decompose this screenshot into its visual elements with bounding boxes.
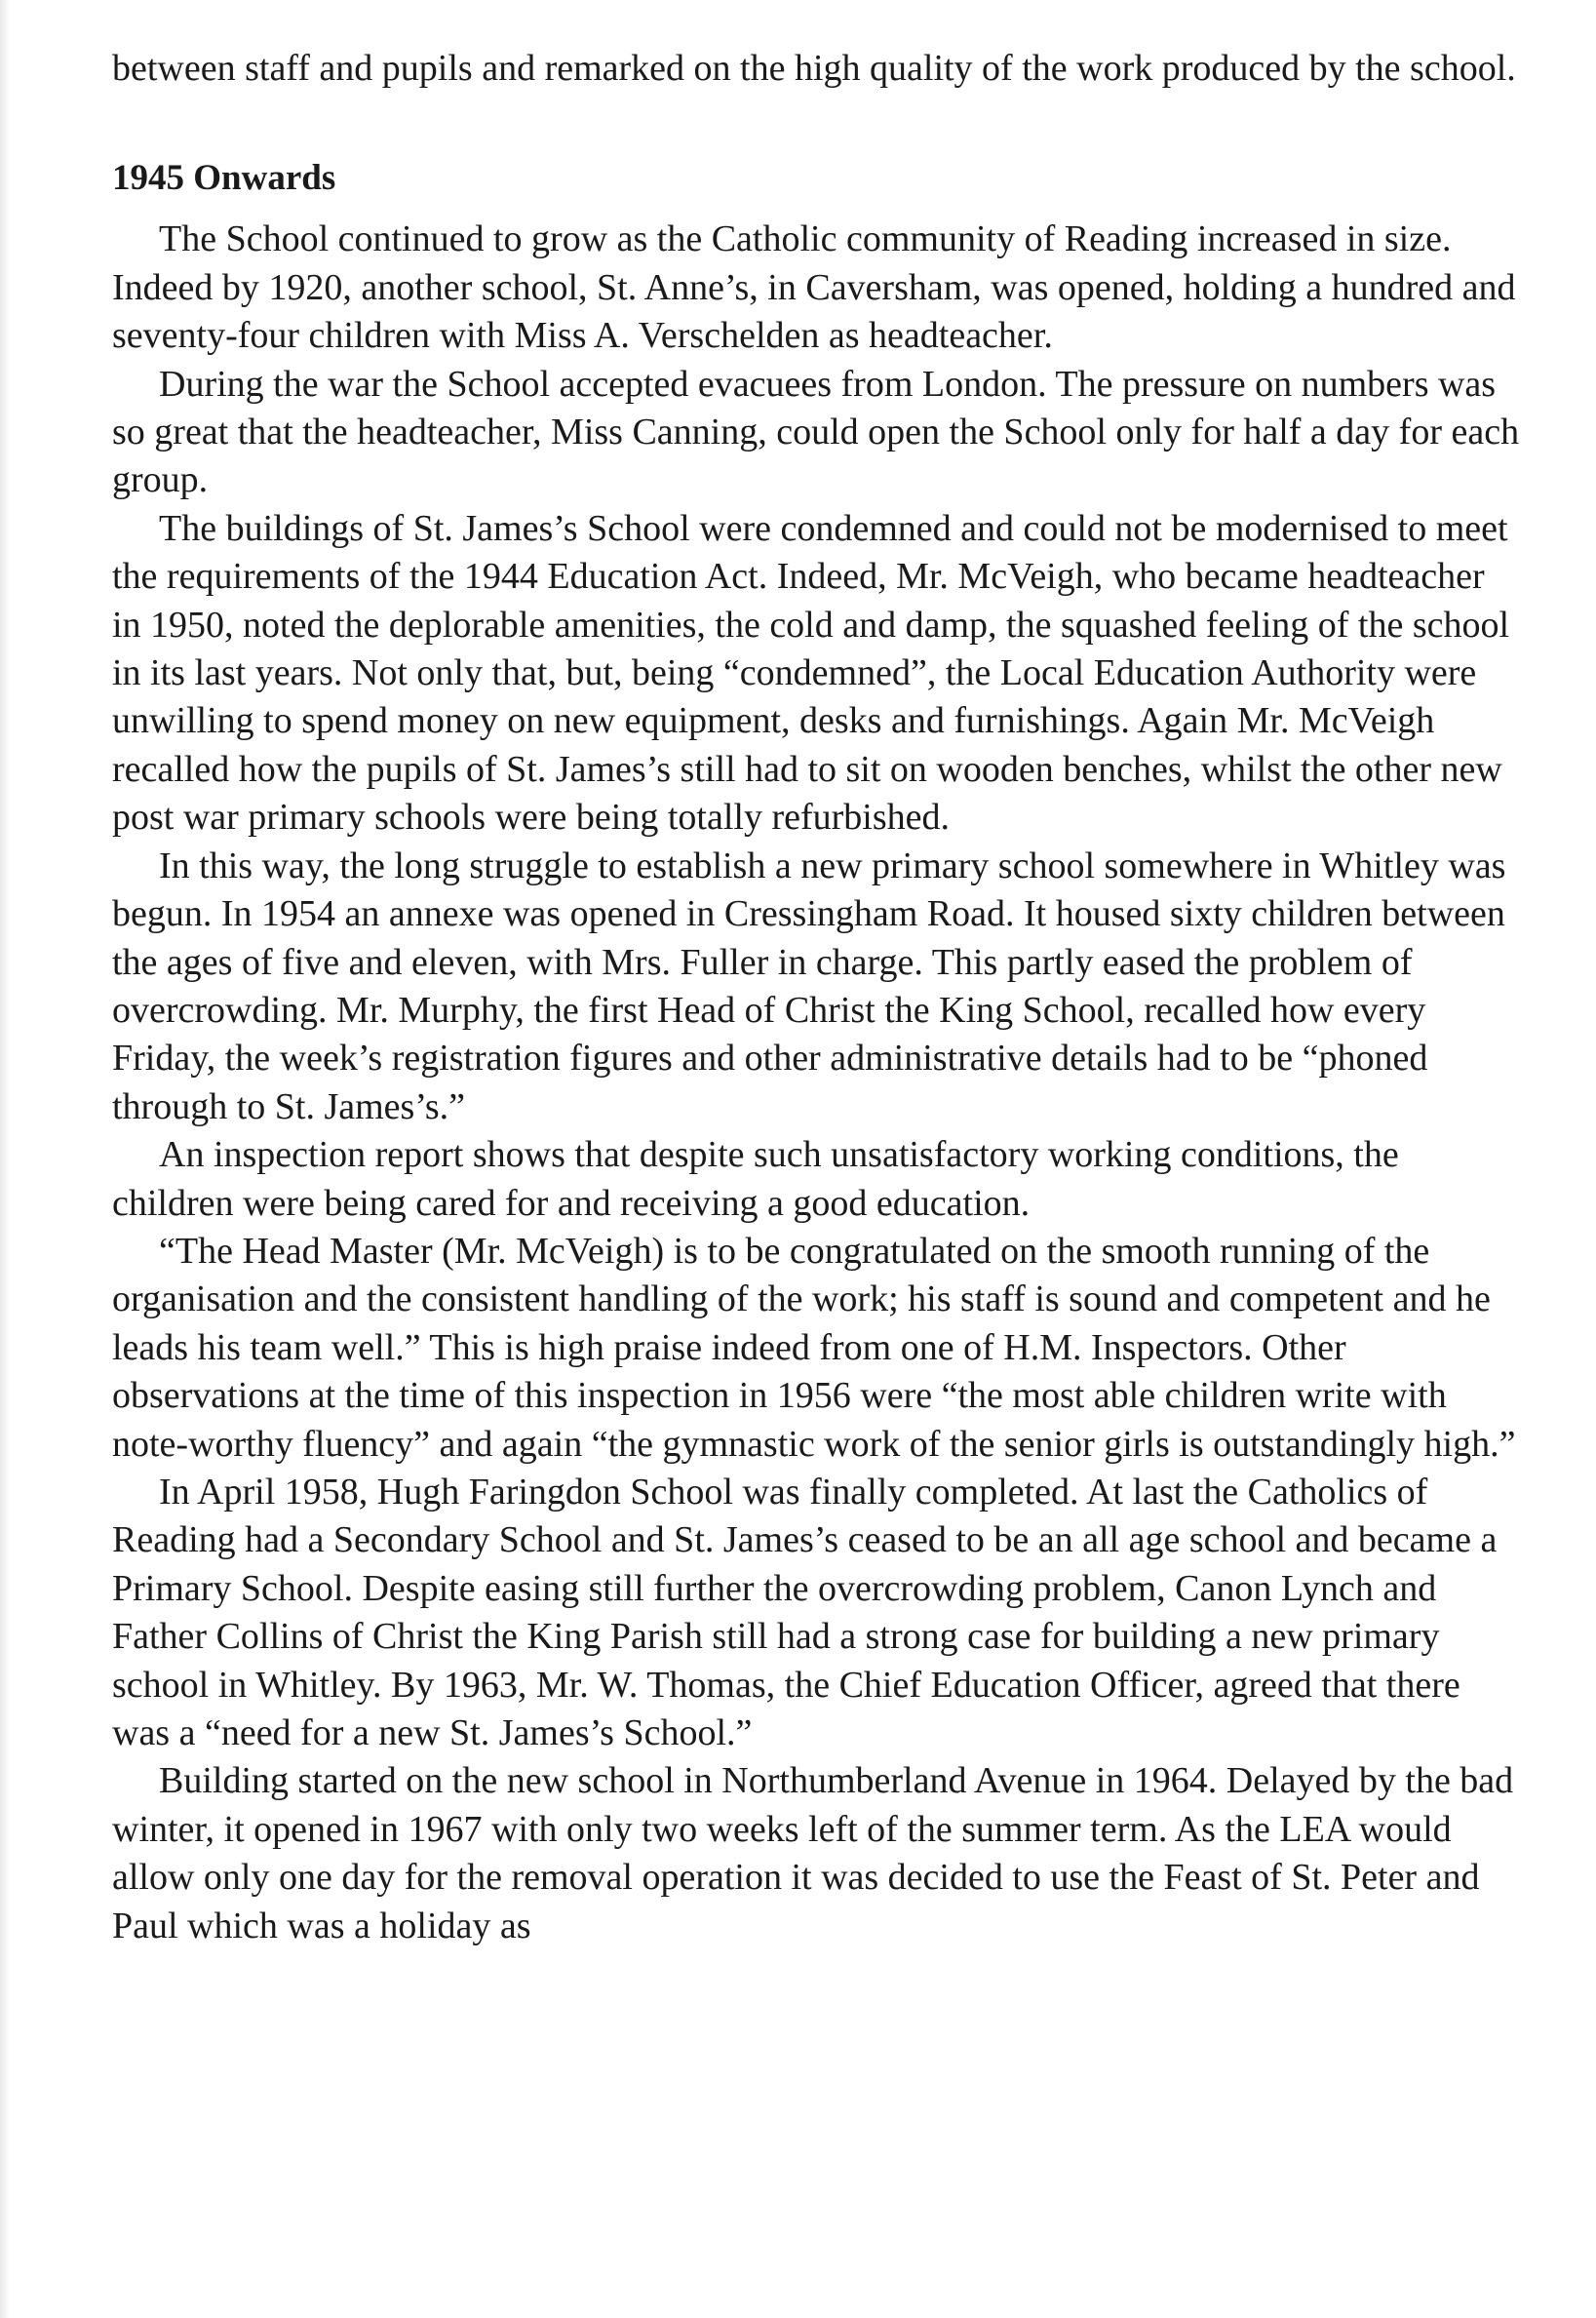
paragraph: “The Head Master (Mr. McVeigh) is to be congratulated on the smooth running of the organisation and the consistent handling of the work; his staff is sound and competent and he leads his team well.” This is high praise indeed from one of H.M. Inspectors. Other observations at the time of this inspection in 1956 were “the most able children write with note-worthy fluency” and again “the gymnastic work of the senior girls is outstandingly high.” <box>112 1230 1516 1465</box>
paragraph: The buildings of St. James’s School were condemned and could not be modernised to meet the requirements of the 1944 Education Act. Indeed, Mr. McVeigh, who became headteacher in 1950, noted the deplorable amenities, the cold and damp, the squashed feeling of the school in its last years. Not only that, but, being “condemned”, the Local Education Authority were unwilling to spend money on new equipment, desks and furnishings. Again Mr. McVeigh recalled how the pupils of St. James’s still had to sit on wooden benches, whilst the other new post war primary schools were being totally refurbished. <box>112 507 1510 839</box>
paragraph: In April 1958, Hugh Faringdon School was finally completed. At last the Catholics of Reading had a Secondary School and St. James’s ceased to be an all age school and became a Primary School. Despite easing still further the overcrowding problem, Canon Lynch and Father Collins of Christ the King Parish still had a strong case for building a new primary school in Whitley. By 1963, Mr. W. Thomas, the Chief Education Officer, agreed that there was a “need for a new St. James’s School.” <box>112 1471 1498 1753</box>
paragraph: An inspection report shows that despite such unsatisfactory working conditions, the children were being cared for and receiving a good education. <box>112 1134 1399 1224</box>
paragraph: The School continued to grow as the Catholic community of Reading increased in size. Indeed by 1920, another school, St. Anne’s, in Caversham, was opened, holding a hundred and seventy-four children with Miss A. Verschelden as headteacher. <box>112 218 1516 357</box>
paragraph: During the war the School accepted evacuees from London. The pressure on numbers was so great that the headteacher, Miss Canning, could open the School only for half a day for each group. <box>112 363 1520 501</box>
body-text <box>112 45 1521 1950</box>
paragraph: Building started on the new school in Northumberland Avenue in 1964. Delayed by the bad winter, it opened in 1967 with only two weeks left of the summer term. As the LEA would allow only one day for the removal operation it was decided to use the Feast of St. Peter and Paul which was a holiday as <box>112 1760 1514 1946</box>
intro-paragraph: between staff and pupils and remarked on the high quality of the work produced by the school. <box>112 48 1516 89</box>
section-heading: 1945 Onwards <box>112 158 336 199</box>
paragraph: In this way, the long struggle to establish a new primary school somewhere in Whitley was begun. In 1954 an annexe was opened in Cressingham Road. It housed sixty children between the ages of five and eleven, with Mrs. Fuller in charge. This partly eased the problem of overcrowding. Mr. Murphy, the first Head of Christ the King School, recalled how every Friday, the week’s registration figures and other administrative details had to be “phoned through to St. James’s.” <box>112 845 1506 1127</box>
